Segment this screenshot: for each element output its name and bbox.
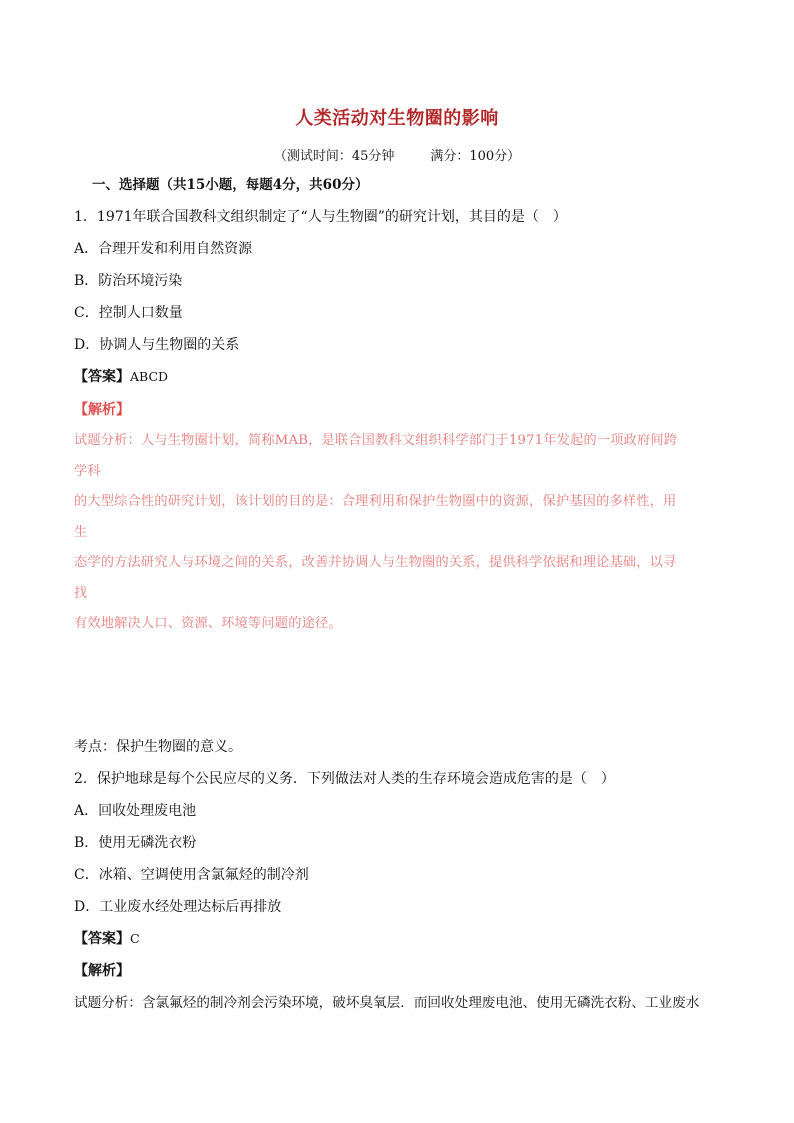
exam-time: （测试时间：45分钟: [273, 149, 395, 164]
q1-option-d: D．协调人与生物圈的关系: [74, 337, 240, 353]
q1-option-a: A．合理开发和利用自然资源: [74, 241, 253, 257]
q1-option-c: C．控制人口数量: [74, 305, 183, 321]
q2-option-b: B．使用无磷洗衣粉: [74, 835, 197, 851]
q2-stem: 2．保护地球是每个公民应尽的义务．下列做法对人类的生存环境会造成危害的是（ ）: [74, 771, 615, 787]
q1-kaodian: 考点：保护生物圈的意义。: [74, 739, 242, 755]
q1-option-b: B．防治环境污染: [74, 273, 183, 289]
exam-score: 满分：100分）: [430, 149, 521, 164]
exam-info: [0, 145, 794, 164]
q1-stem: 1．1971年联合国教科文组织制定了“人与生物圈”的研究计划，其目的是（ ）: [74, 209, 567, 225]
q1-analysis-line-4: 有效地解决人口、资源、环境等问题的途径。: [74, 616, 342, 631]
q1-analysis-line-1: 试题分析：人与生物圈计划，简称MAB，是联合国教科文组织科学部门于1971年发起的一项政府间跨学科: [74, 433, 678, 479]
q1-analysis-text: [74, 426, 684, 640]
page-title: 人类活动对生物圈的影响: [295, 108, 499, 129]
section-heading: 一、选择题（共15小题，每题4分，共60分）: [92, 177, 369, 193]
q2-option-c: C．冰箱、空调使用含氯氟烃的制冷剂: [74, 867, 309, 883]
q2-answer: [74, 929, 140, 949]
q1-analysis-line-2: 的大型综合性的研究计划，该计划的目的是：合理利用和保护生物圈中的资源，保护基因的多样性，用生: [74, 494, 677, 540]
q2-option-d: D．工业废水经处理达标后再排放: [74, 899, 282, 915]
q2-answer-value: C: [130, 931, 140, 946]
q1-analysis-label: 【解析】: [74, 402, 130, 418]
q1-answer-label: 【答案】: [74, 369, 130, 385]
q2-option-a: A．回收处理废电池: [74, 803, 197, 819]
q1-answer: [74, 367, 168, 387]
q2-answer-label: 【答案】: [74, 931, 130, 947]
q1-analysis-line-3: 态学的方法研究人与环境之间的关系，改善并协调人与生物圈的关系，提供科学依据和理论基础，以寻找: [74, 555, 677, 601]
q2-analysis-text: 试题分析：含氯氟烃的制冷剂会污染环境，破坏臭氧层．而回收处理废电池、使用无磷洗衣粉、工业废水: [74, 995, 700, 1011]
q1-answer-value: ABCD: [130, 369, 169, 384]
q2-analysis-label: 【解析】: [74, 963, 130, 979]
